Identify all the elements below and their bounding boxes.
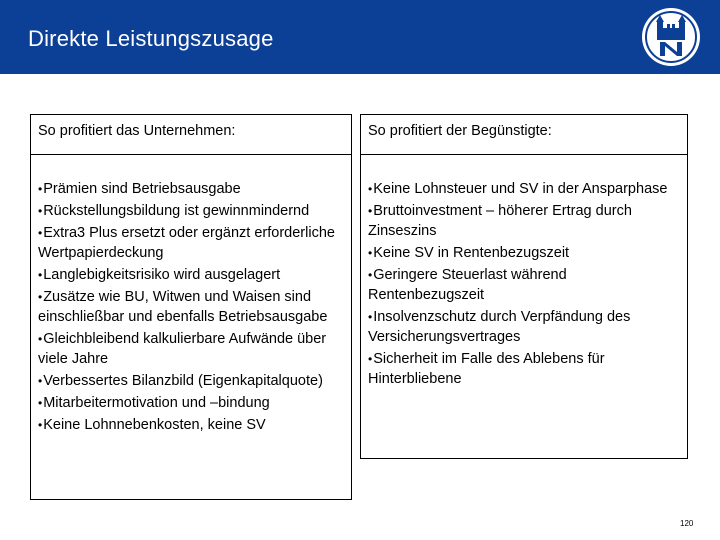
bullet-icon: • [368,310,373,324]
right-heading-box [360,114,688,156]
list-item [368,349,680,389]
list-item-text: Rückstellungsbildung ist gewinnmindernd [43,203,310,219]
list-item [38,265,344,285]
list-item [368,243,680,263]
list-item [368,307,680,347]
list-item [38,223,344,263]
bullet-icon: • [38,374,43,388]
left-heading-box [30,114,352,156]
list-item-text: Bruttoinvestment – höherer Ertrag durch Zinseszins [368,203,632,239]
right-heading: So profitiert der Begünstigte: [368,123,552,139]
right-benefits-list [361,155,687,389]
list-item [38,179,344,199]
list-item-text: Gleichbleibend kalkulierbare Aufwände über viele Jahre [38,331,327,367]
list-item [368,179,680,199]
list-item-text: Keine Lohnnebenkosten, keine SV [43,417,266,433]
list-item-text: Insolvenzschutz durch Verpfändung des Versicherungsvertrages [368,309,631,345]
bullet-icon: • [38,182,43,196]
list-item-text: Keine Lohnsteuer und SV in der Ansparphase [373,181,668,197]
bullet-icon: • [38,332,43,346]
left-benefits-list [31,155,351,435]
list-item-text: Keine SV in Rentenbezugszeit [373,245,570,261]
list-item [38,287,344,327]
page-number: 120 [680,519,694,528]
list-item-text: Geringere Steuerlast während Rentenbezugszeit [368,267,567,303]
left-heading: So profitiert das Unternehmen: [38,123,236,139]
list-item [38,329,344,369]
left-benefits-box [30,154,352,500]
bullet-icon: • [368,268,373,282]
bullet-icon: • [368,204,373,218]
list-item-text: Langlebigkeitsrisiko wird ausgelagert [43,267,281,283]
bullet-icon: • [38,268,43,282]
bullet-icon: • [38,290,43,304]
list-item [368,201,680,241]
bullet-icon: • [38,418,43,432]
list-item-text: Zusätze wie BU, Witwen und Waisen sind einschließbar und ebenfalls Betriebsausgabe [38,289,328,325]
list-item-text: Sicherheit im Falle des Ablebens für Hinterbliebene [368,351,605,387]
header-bar [0,0,720,74]
right-benefits-box [360,154,688,459]
bullet-icon: • [38,396,43,410]
list-item [38,415,344,435]
castle-n-logo-icon [640,6,702,68]
list-item [38,393,344,413]
bullet-icon: • [368,182,373,196]
bullet-icon: • [368,246,373,260]
list-item [368,265,680,305]
bullet-icon: • [368,352,373,366]
bullet-icon: • [38,204,43,218]
list-item-text: Extra3 Plus ersetzt oder ergänzt erforderliche Wertpapierdeckung [38,225,335,261]
list-item [38,371,344,391]
list-item-text: Prämien sind Betriebsausgabe [43,181,241,197]
bullet-icon: • [38,226,43,240]
page-title: Direkte Leistungszusage [28,26,274,51]
list-item-text: Verbessertes Bilanzbild (Eigenkapitalquote) [43,373,323,389]
list-item [38,201,344,221]
list-item-text: Mitarbeitermotivation und –bindung [43,395,270,411]
